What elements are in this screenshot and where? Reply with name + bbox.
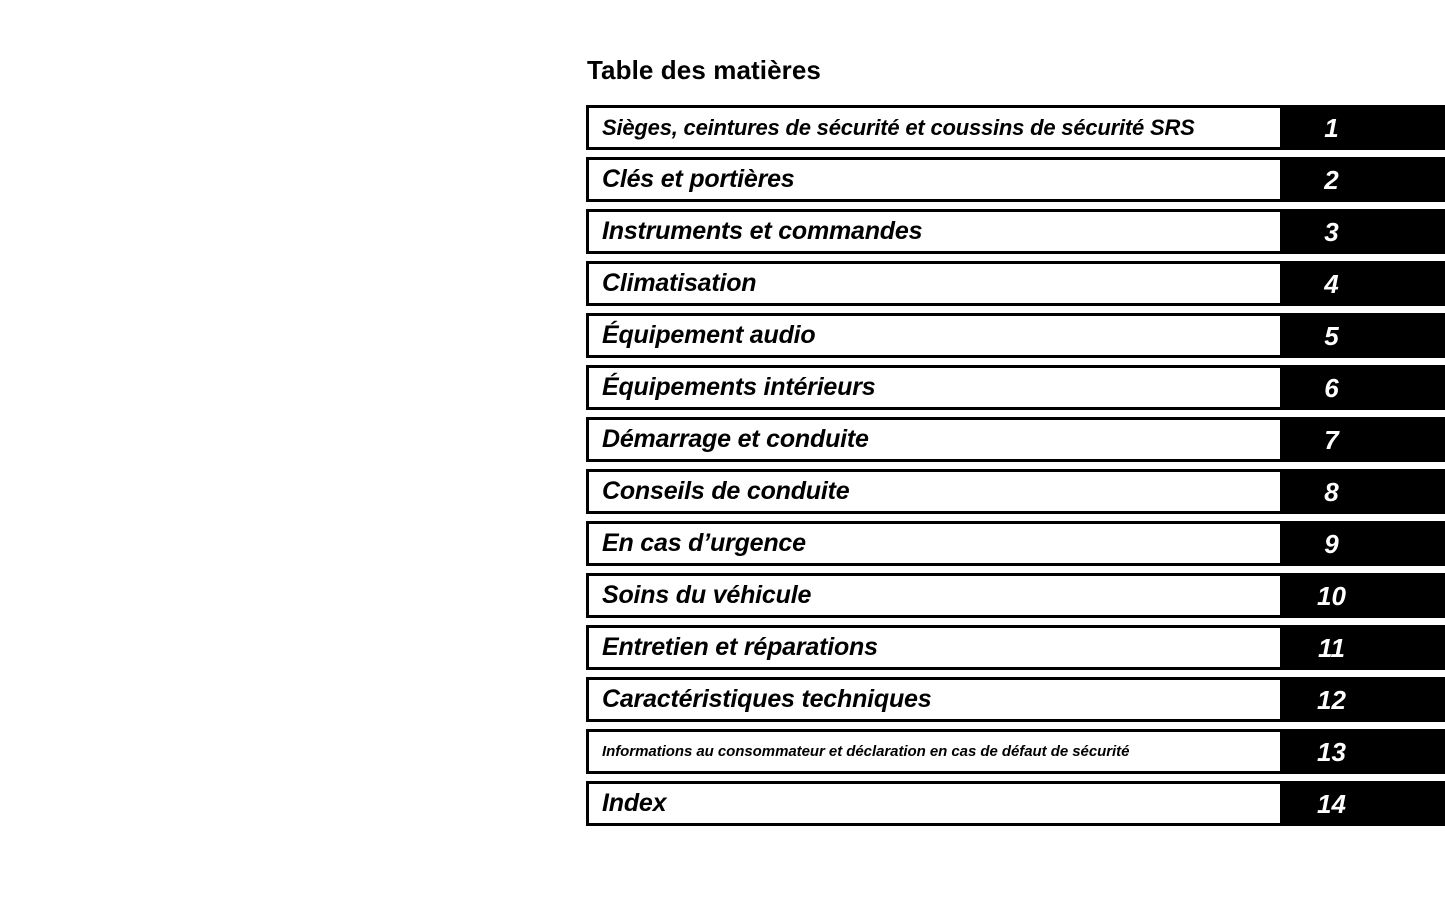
table-of-contents: [586, 105, 1445, 832]
toc-entry-number: 11: [1318, 632, 1345, 663]
toc-entry-number-block[interactable]: [1283, 365, 1445, 410]
toc-row[interactable]: [586, 313, 1445, 358]
toc-entry-number: 2: [1324, 164, 1339, 195]
toc-entry-label-cell[interactable]: [586, 209, 1283, 254]
toc-entry-label: Informations au consommateur et déclaration en cas de défaut de sécurité: [602, 743, 1130, 760]
toc-row[interactable]: [586, 261, 1445, 306]
toc-entry-number-block[interactable]: [1283, 313, 1445, 358]
toc-entry-label-cell[interactable]: [586, 729, 1283, 774]
toc-entry-label: Équipement audio: [602, 321, 816, 349]
toc-entry-number: 12: [1317, 684, 1346, 715]
toc-entry-label: En cas d’urgence: [602, 529, 806, 557]
toc-entry-number: 7: [1324, 424, 1339, 455]
page-title: Table des matières: [587, 55, 821, 85]
toc-entry-label-cell[interactable]: [586, 365, 1283, 410]
toc-entry-number: 14: [1317, 788, 1346, 819]
toc-entry-label: Climatisation: [602, 269, 757, 297]
toc-entry-number-block[interactable]: [1283, 625, 1445, 670]
toc-entry-number-block[interactable]: [1283, 261, 1445, 306]
toc-entry-number-block[interactable]: [1283, 729, 1445, 774]
toc-row[interactable]: [586, 625, 1445, 670]
toc-entry-label: Sièges, ceintures de sécurité et coussins de sécurité SRS: [602, 114, 1195, 140]
toc-entry-label-cell[interactable]: [586, 677, 1283, 722]
toc-entry-number: 8: [1324, 476, 1339, 507]
toc-entry-label: Clés et portières: [602, 165, 795, 193]
toc-entry-number: 3: [1324, 216, 1339, 247]
toc-row[interactable]: [586, 105, 1445, 150]
toc-entry-number: 1: [1324, 112, 1339, 143]
toc-entry-number-block[interactable]: [1283, 781, 1445, 826]
toc-entry-number-block[interactable]: [1283, 677, 1445, 722]
toc-entry-number-block[interactable]: [1283, 209, 1445, 254]
toc-row[interactable]: [586, 365, 1445, 410]
toc-entry-label: Démarrage et conduite: [602, 425, 869, 453]
toc-row[interactable]: [586, 677, 1445, 722]
toc-row[interactable]: [586, 157, 1445, 202]
toc-entry-number: 5: [1324, 320, 1339, 351]
toc-row[interactable]: [586, 417, 1445, 462]
toc-row[interactable]: [586, 729, 1445, 774]
toc-entry-number-block[interactable]: [1283, 521, 1445, 566]
toc-entry-number-block[interactable]: [1283, 105, 1445, 150]
toc-row[interactable]: [586, 573, 1445, 618]
toc-entry-number: 4: [1324, 268, 1339, 299]
toc-entry-label-cell[interactable]: [586, 313, 1283, 358]
toc-entry-number: 10: [1317, 580, 1346, 611]
toc-entry-label: Soins du véhicule: [602, 581, 812, 609]
toc-row[interactable]: [586, 469, 1445, 514]
toc-row[interactable]: [586, 521, 1445, 566]
toc-row[interactable]: [586, 781, 1445, 826]
toc-entry-label-cell[interactable]: [586, 573, 1283, 618]
toc-entry-label-cell[interactable]: [586, 781, 1283, 826]
toc-entry-label-cell[interactable]: [586, 417, 1283, 462]
toc-entry-label: Conseils de conduite: [602, 477, 850, 505]
toc-row[interactable]: [586, 209, 1445, 254]
toc-entry-number-block[interactable]: [1283, 157, 1445, 202]
toc-entry-number: 9: [1324, 528, 1339, 559]
toc-entry-label: Instruments et commandes: [602, 217, 923, 245]
toc-entry-label: Caractéristiques techniques: [602, 685, 932, 713]
toc-entry-number: 6: [1324, 372, 1339, 403]
toc-entry-number-block[interactable]: [1283, 417, 1445, 462]
toc-entry-label-cell[interactable]: [586, 625, 1283, 670]
toc-entry-number-block[interactable]: [1283, 573, 1445, 618]
toc-entry-label: Équipements intérieurs: [602, 373, 876, 401]
toc-entry-label-cell[interactable]: [586, 469, 1283, 514]
toc-entry-number-block[interactable]: [1283, 469, 1445, 514]
toc-entry-label-cell[interactable]: [586, 261, 1283, 306]
toc-entry-label: Index: [602, 789, 667, 817]
toc-entry-label-cell[interactable]: [586, 157, 1283, 202]
toc-entry-label-cell[interactable]: [586, 105, 1283, 150]
toc-entry-label-cell[interactable]: [586, 521, 1283, 566]
toc-entry-label: Entretien et réparations: [602, 633, 878, 661]
toc-entry-number: 13: [1317, 736, 1346, 767]
